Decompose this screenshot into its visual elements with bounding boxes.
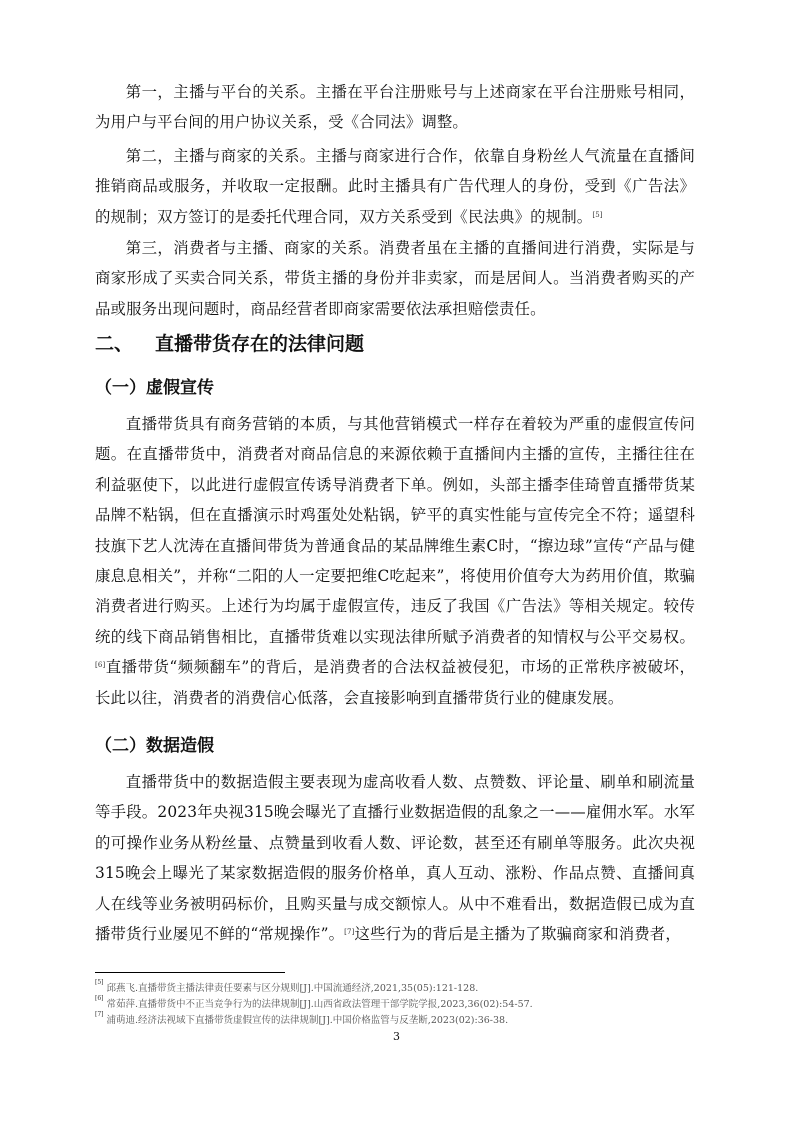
paragraph-text: 直播带货“频频翻车”的背后，是消费者的合法权益被侵犯，市场的正常秩序被破坏，长此以往，消费者的消费信心低落，会直接影响到直播带货行业的健康发展。 bbox=[95, 658, 695, 707]
paragraph-consumer-relation: 第三，消费者与主播、商家的关系。消费者虽在主播的直播间进行消费，实际是与商家形成了买卖合同关系，带货主播的身份并非卖家，而是居间人。当消费者购买的产品或服务出现问题时，商品经营者即商家需要依法承担赔偿责任。 bbox=[95, 239, 695, 318]
footnote-mark: [6] bbox=[95, 995, 104, 1002]
paragraph-text: 直播带货中的数据造假主要表现为虚高收看人数、点赞数、评论量、刷单和刷流量等手段。2023年央视315晚会曝光了直播行业数据造假的乱象之一——雇佣水军。水军的可操作业务从粉丝量、点赞量到收看人数、评论数，甚至还有刷单等服务。此次央视315晚会上曝光了某家数据造假的服务价格单，真人互动、涨粉、作品点赞、直播间真人在线等业务被明码标价，且购买量与成交额惊人。从中不难看出，数据造假已成为直播带货行业屡见不鲜的“常规操作”。 bbox=[95, 773, 695, 944]
section-number: 二、 bbox=[95, 333, 134, 355]
footnote-text: 邱燕飞.直播带货主播法律责任要素与区分规则[J].中国流通经济,2021,35(05):121-128. bbox=[106, 983, 479, 994]
citation-ref[interactable]: [6] bbox=[95, 661, 106, 670]
section-title: 直播带货存在的法律问题 bbox=[155, 333, 365, 355]
paragraph-text: 这些行为的背后是主播为了欺骗商家和消费者， bbox=[354, 925, 681, 944]
subsection-heading-false-advertising: （一）虚假宣传 bbox=[95, 378, 214, 398]
section-heading bbox=[95, 329, 364, 356]
footnote-text: 常茹萍.直播带货中不正当竞争行为的法律规制[J].山西省政法管理干部学院学报,2023,36(02):54-57. bbox=[106, 999, 533, 1010]
subsection-heading-data-fraud: （二）数据造假 bbox=[95, 736, 214, 756]
paragraph-false-advertising bbox=[95, 409, 695, 713]
paragraph-platform-relation: 第一，主播与平台的关系。主播在平台注册账号与上述商家在平台注册账号相同，为用户与平台间的用户协议关系，受《合同法》调整。 bbox=[95, 83, 695, 132]
footnote-text: 浦萌迪.经济法视域下直播带货虚假宣传的法律规制[J].中国价格监管与反垄断,2023(02):36-38. bbox=[106, 1015, 509, 1026]
footnote bbox=[95, 980, 478, 994]
footnote-mark: [5] bbox=[95, 979, 104, 986]
paragraph-text: 直播带货具有商务营销的本质，与其他营销模式一样存在着较为严重的虚假宣传问题。在直播带货中，消费者对商品信息的来源依赖于直播间内主播的宣传，主播往往在利益驱使下，以此进行虚假宣传诱导消费者下单。例如，头部主播李佳琦曾直播带货某品牌不粘锅，但在直播演示时鸡蛋处处粘锅，铲平的真实性能与宣传完全不符；遥望科技旗下艺人沈涛在直播间带货为普通食品的某品牌维生素C时，“擦边球”宣传“产品与健康息息相关”，并称“二阳的人一定要把维C吃起来”，将使用价值夸大为药用价值，欺骗消费者进行购买。上述行为均属于虚假宣传，违反了我国《广告法》等相关规定。较传统的线下商品销售相比，直播带货难以实现法律所赋予消费者的知情权与公平交易权。 bbox=[95, 415, 695, 646]
footnote bbox=[95, 1012, 508, 1026]
citation-ref[interactable]: [7] bbox=[344, 928, 355, 937]
paragraph-merchant-relation bbox=[95, 141, 695, 232]
footnote bbox=[95, 996, 533, 1010]
citation-ref[interactable]: [5] bbox=[592, 210, 603, 219]
paragraph-data-fraud bbox=[95, 767, 695, 949]
footnote-mark: [7] bbox=[95, 1011, 104, 1018]
paragraph-text: 第二，主播与商家的关系。主播与商家进行合作，依靠自身粉丝人气流量在直播间推销商品或服务，并收取一定报酬。此时主播具有广告代理人的身份，受到《广告法》的规制；双方签订的是委托代理合同，双方关系受到《民法典》的规制。 bbox=[95, 147, 695, 226]
page-number: 3 bbox=[393, 1030, 400, 1043]
footnote-separator bbox=[95, 972, 285, 973]
